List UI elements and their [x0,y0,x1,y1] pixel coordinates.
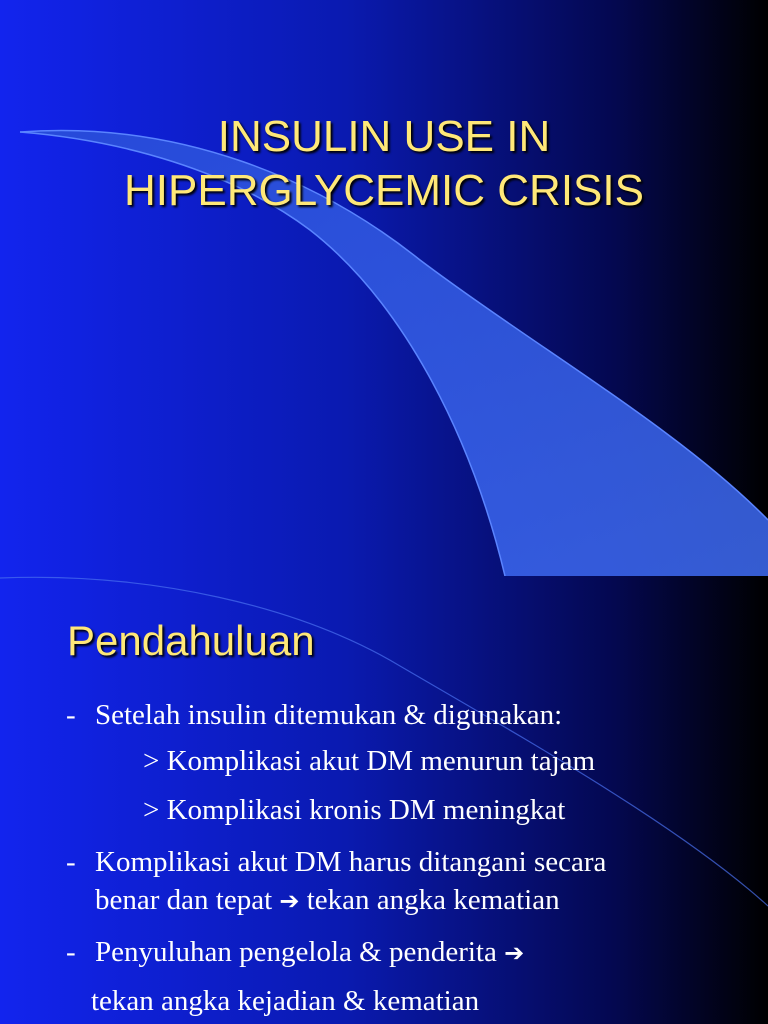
slide-title [0,110,768,218]
bullet-text [95,933,524,972]
sub-bullet-text: > Komplikasi akut DM menurun tajam [143,745,596,777]
bullet-item [66,696,76,734]
bullet-text-continuation: tekan angka kejadian & kematian [91,985,480,1017]
arrow-right-icon: ➔ [504,939,525,967]
text-segment: Penyuluhan pengelola & penderita [95,936,497,968]
title-line-1: INSULIN USE IN [217,112,551,161]
bullet-dash: - [66,846,76,878]
text-segment: tekan angka kematian [306,884,560,916]
bullet-item [66,933,76,971]
bullet-text-continuation [95,881,560,920]
bullet-text: Komplikasi akut DM harus ditangani secara [95,846,607,878]
section-title: Pendahuluan [67,617,315,664]
bullet-dash: - [66,699,76,731]
bullet-dash: - [66,936,76,968]
sub-bullet-text: > Komplikasi kronis DM meningkat [143,794,566,826]
title-line-2: HIPERGLYCEMIC CRISIS [124,166,644,215]
slide-2 [0,576,768,1024]
bullet-text: Setelah insulin ditemukan & digunakan: [95,699,563,731]
arrow-right-icon: ➔ [279,887,300,915]
text-segment: benar dan tepat [95,884,273,916]
bullet-item [66,843,76,881]
